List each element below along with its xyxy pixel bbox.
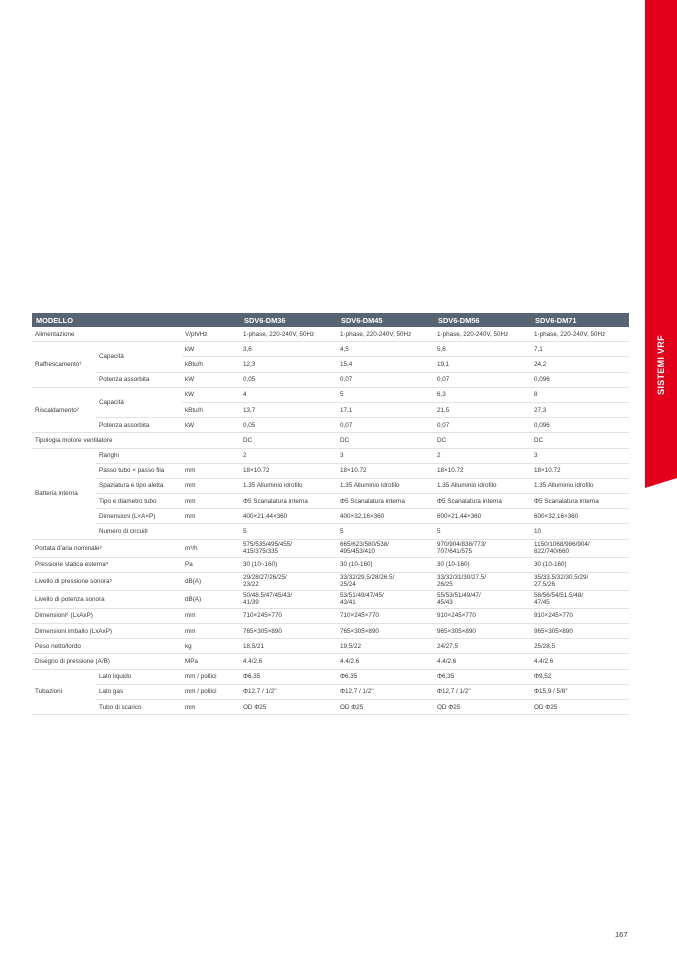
cell: 24,2 — [531, 357, 629, 372]
row-group-label: Riscaldamento² — [32, 387, 96, 433]
cell: 50/48.5/47/45/43/ 41/39 — [240, 590, 337, 608]
cell: 600×32,16×360 — [531, 509, 629, 524]
cell: Φ9,52 — [531, 669, 629, 684]
row-unit: kBtu/h — [182, 357, 240, 372]
cell: 10 — [531, 524, 629, 539]
cell: 0,096 — [531, 418, 629, 433]
cell: 2 — [240, 448, 337, 463]
cell: Φ15,9 / 5/8" — [531, 684, 629, 699]
cell: Φ12,7 / 1/2" — [240, 684, 337, 699]
cell: 30 (10-160) — [531, 557, 629, 572]
cell: 0,07 — [434, 372, 531, 387]
row-unit: kW — [182, 372, 240, 387]
cell: 5 — [337, 387, 434, 402]
cell: 13,7 — [240, 402, 337, 417]
row-group-label: Tubazioni — [32, 669, 96, 715]
row-unit: kBtu/h — [182, 402, 240, 417]
row-unit: mm — [182, 699, 240, 714]
cell: 400×32,16×360 — [337, 509, 434, 524]
cell: 1-phase, 220-240V, 50Hz — [337, 327, 434, 342]
table-row — [32, 418, 629, 433]
cell: 15,4 — [337, 357, 434, 372]
cell: 30 (10-160) — [434, 557, 531, 572]
cell: 4.4/2.6 — [337, 654, 434, 669]
row-sub-label: Spaziatura e tipo aletta — [96, 478, 182, 493]
cell: Φ6,35 — [240, 669, 337, 684]
row-unit: mm / pollici — [182, 669, 240, 684]
row-unit: dB(A) — [182, 590, 240, 608]
row-unit: mm — [182, 494, 240, 509]
row-unit — [182, 448, 240, 463]
cell: DC — [240, 433, 337, 448]
row-unit: MPa — [182, 654, 240, 669]
cell: 18,5/21 — [240, 639, 337, 654]
row-group-label: Batteria interna — [32, 448, 96, 539]
table-row — [32, 608, 629, 623]
header-model: SDV6-DM71 — [531, 313, 629, 327]
row-label: Disegno di pressione (A/B) — [32, 654, 182, 669]
cell: Φ5 Scanalatura interna — [434, 494, 531, 509]
cell: 0,07 — [434, 418, 531, 433]
cell: 4.4/2.6 — [240, 654, 337, 669]
table-row — [32, 654, 629, 669]
table-row — [32, 624, 629, 639]
cell: 4 — [240, 387, 337, 402]
row-sub-label: Tubo di scarico — [96, 699, 182, 714]
cell: Φ12,7 / 1/2" — [434, 684, 531, 699]
cell: 30 (10~160) — [240, 557, 337, 572]
table-row — [32, 342, 629, 357]
cell: 8 — [531, 387, 629, 402]
row-label: Peso netto/lordo — [32, 639, 182, 654]
cell: 970/904/838/773/ 707/641/575 — [434, 539, 531, 557]
row-unit: Pa — [182, 557, 240, 572]
cell: 600×21,44×360 — [434, 509, 531, 524]
cell: 55/53/51/49/47/ 45/43 — [434, 590, 531, 608]
cell: 5 — [240, 524, 337, 539]
cell: 1-phase, 220-240V, 50Hz — [434, 327, 531, 342]
row-unit: mm / pollici — [182, 684, 240, 699]
cell: 53/51/49/47/45/ 43/41 — [337, 590, 434, 608]
row-label: Dimensioni⁶ (LxAxP) — [32, 608, 182, 623]
row-sub-label: Ranghi — [96, 448, 182, 463]
header-model: SDV6-DM56 — [434, 313, 531, 327]
table-row — [32, 684, 629, 699]
cell: 18×10.72 — [531, 463, 629, 478]
row-label: Pressione statica esterna⁴ — [32, 557, 182, 572]
row-sub-label: Passo tubo × passo fila — [96, 463, 182, 478]
cell: 0,07 — [337, 418, 434, 433]
table-row — [32, 433, 629, 448]
table-row — [32, 372, 629, 387]
row-unit: mm — [182, 478, 240, 493]
cell: Φ12,7 / 1/2" — [337, 684, 434, 699]
cell: 24/27,5 — [434, 639, 531, 654]
cell: OD Φ25 — [434, 699, 531, 714]
cell: DC — [531, 433, 629, 448]
cell: OD Φ25 — [240, 699, 337, 714]
row-label: Tipologia motore ventilatore — [32, 433, 182, 448]
table-header — [32, 313, 629, 327]
cell: 25/28,5 — [531, 639, 629, 654]
row-unit — [182, 524, 240, 539]
cell: 710×245×770 — [240, 608, 337, 623]
side-tab-label: SISTEMI VRF — [656, 335, 666, 395]
cell: 1.35 Alluminio idrofilo — [531, 478, 629, 493]
cell: 5,6 — [434, 342, 531, 357]
row-label: Portata d'aria nominale³ — [32, 539, 182, 557]
cell: DC — [434, 433, 531, 448]
row-label: Dimensioni imballo (LxAxP) — [32, 624, 182, 639]
cell: 27,3 — [531, 402, 629, 417]
cell: 965×305×890 — [531, 624, 629, 639]
cell: 29/28/27/26/25/ 23/22 — [240, 572, 337, 590]
table-row — [32, 669, 629, 684]
cell: 910×245×770 — [531, 608, 629, 623]
cell: 710×245×770 — [337, 608, 434, 623]
cell: 19,5/22 — [337, 639, 434, 654]
row-unit: mm — [182, 463, 240, 478]
cell: Φ5 Scanalatura interna — [337, 494, 434, 509]
side-tab — [645, 0, 677, 478]
cell: 0,07 — [337, 372, 434, 387]
header-model-label: MODELLO — [32, 313, 240, 327]
row-unit: kW — [182, 342, 240, 357]
cell: 4.4/2.6 — [531, 654, 629, 669]
cell: 0,05 — [240, 372, 337, 387]
row-label: Livello di pressione sonora⁵ — [32, 572, 182, 590]
cell: 17,1 — [337, 402, 434, 417]
row-sub-label: Lato gas — [96, 684, 182, 699]
cell: 18×10.72 — [337, 463, 434, 478]
row-sub-label: Capacità — [96, 342, 182, 372]
row-label: Livello di potenza sonora — [32, 590, 182, 608]
spec-table — [32, 313, 629, 715]
cell: 3 — [531, 448, 629, 463]
cell: 7,1 — [531, 342, 629, 357]
cell: 2 — [434, 448, 531, 463]
cell: 765×305×890 — [337, 624, 434, 639]
cell: 3,6 — [240, 342, 337, 357]
table-row — [32, 387, 629, 402]
row-unit: kW — [182, 418, 240, 433]
cell: Φ6,35 — [434, 669, 531, 684]
row-sub-label: Capacità — [96, 387, 182, 417]
cell: 33/32/31/30/27.5/ 26/25 — [434, 572, 531, 590]
cell: 575/535/495/455/ 415/375/335 — [240, 539, 337, 557]
cell: 1-phase, 220-240V, 50Hz — [240, 327, 337, 342]
row-unit: mm — [182, 509, 240, 524]
cell: 6,3 — [434, 387, 531, 402]
row-sub-label: Potenza assorbita — [96, 418, 182, 433]
table-row — [32, 509, 629, 524]
table-row — [32, 463, 629, 478]
cell: 33/32/29.5/28/26.5/ 25/24 — [337, 572, 434, 590]
row-unit: m³/h — [182, 539, 240, 557]
cell: 58/56/54/51.5/48/ 47/45 — [531, 590, 629, 608]
row-unit: kg — [182, 639, 240, 654]
row-unit: mm — [182, 608, 240, 623]
table-row — [32, 590, 629, 608]
row-sub-label: Lato liquido — [96, 669, 182, 684]
row-unit: V/ph/Hz — [182, 327, 240, 342]
row-unit: kW — [182, 387, 240, 402]
row-group-label: Raffrescamento¹ — [32, 342, 96, 388]
table-row — [32, 699, 629, 714]
cell: Φ5 Scanalatura interna — [531, 494, 629, 509]
cell: 665/623/580/538/ 495/453/410 — [337, 539, 434, 557]
cell: 35/33.5/32/30.5/29/ 27.5/26 — [531, 572, 629, 590]
row-sub-label: Numero di circuiti — [96, 524, 182, 539]
header-model: SDV6-DM45 — [337, 313, 434, 327]
table-row — [32, 448, 629, 463]
cell: Φ6,35 — [337, 669, 434, 684]
table-row — [32, 572, 629, 590]
cell: 18×10.72 — [240, 463, 337, 478]
cell: 12,3 — [240, 357, 337, 372]
cell: 18×10.72 — [434, 463, 531, 478]
cell: 4,5 — [337, 342, 434, 357]
cell: 1-phase, 220-240V, 50Hz — [531, 327, 629, 342]
cell: 765×305×890 — [240, 624, 337, 639]
cell: 1.35 Alluminio idrofilo — [240, 478, 337, 493]
cell: 5 — [434, 524, 531, 539]
row-unit — [182, 433, 240, 448]
cell: 0,096 — [531, 372, 629, 387]
table-row — [32, 639, 629, 654]
table-row — [32, 557, 629, 572]
row-sub-label: Dimensioni (L×A×P) — [96, 509, 182, 524]
row-sub-label: Potenza assorbita — [96, 372, 182, 387]
cell: OD Φ25 — [337, 699, 434, 714]
table-row — [32, 327, 629, 342]
cell: Φ5 Scanalatura interna — [240, 494, 337, 509]
cell: 30 (10-160) — [337, 557, 434, 572]
cell: DC — [337, 433, 434, 448]
row-label: Alimentazione — [32, 327, 182, 342]
cell: 400×21,44×360 — [240, 509, 337, 524]
table-row — [32, 539, 629, 557]
row-unit: dB(A) — [182, 572, 240, 590]
table-row — [32, 524, 629, 539]
cell: 5 — [337, 524, 434, 539]
cell: 4.4/2.6 — [434, 654, 531, 669]
cell: 3 — [337, 448, 434, 463]
table-row — [32, 494, 629, 509]
table-row — [32, 478, 629, 493]
cell: 1150/1068/986/904/ 822/740/660 — [531, 539, 629, 557]
cell: 1.35 Alluminio idrofilo — [434, 478, 531, 493]
header-model: SDV6-DM36 — [240, 313, 337, 327]
row-sub-label: Tipo e diametro tubo — [96, 494, 182, 509]
cell: 19,1 — [434, 357, 531, 372]
cell: 965×305×890 — [434, 624, 531, 639]
cell: 1.35 Alluminio idrofilo — [337, 478, 434, 493]
page-number: 167 — [615, 930, 628, 939]
row-unit: mm — [182, 624, 240, 639]
cell: 21,5 — [434, 402, 531, 417]
cell: OD Φ25 — [531, 699, 629, 714]
cell: 910×245×770 — [434, 608, 531, 623]
cell: 0,05 — [240, 418, 337, 433]
